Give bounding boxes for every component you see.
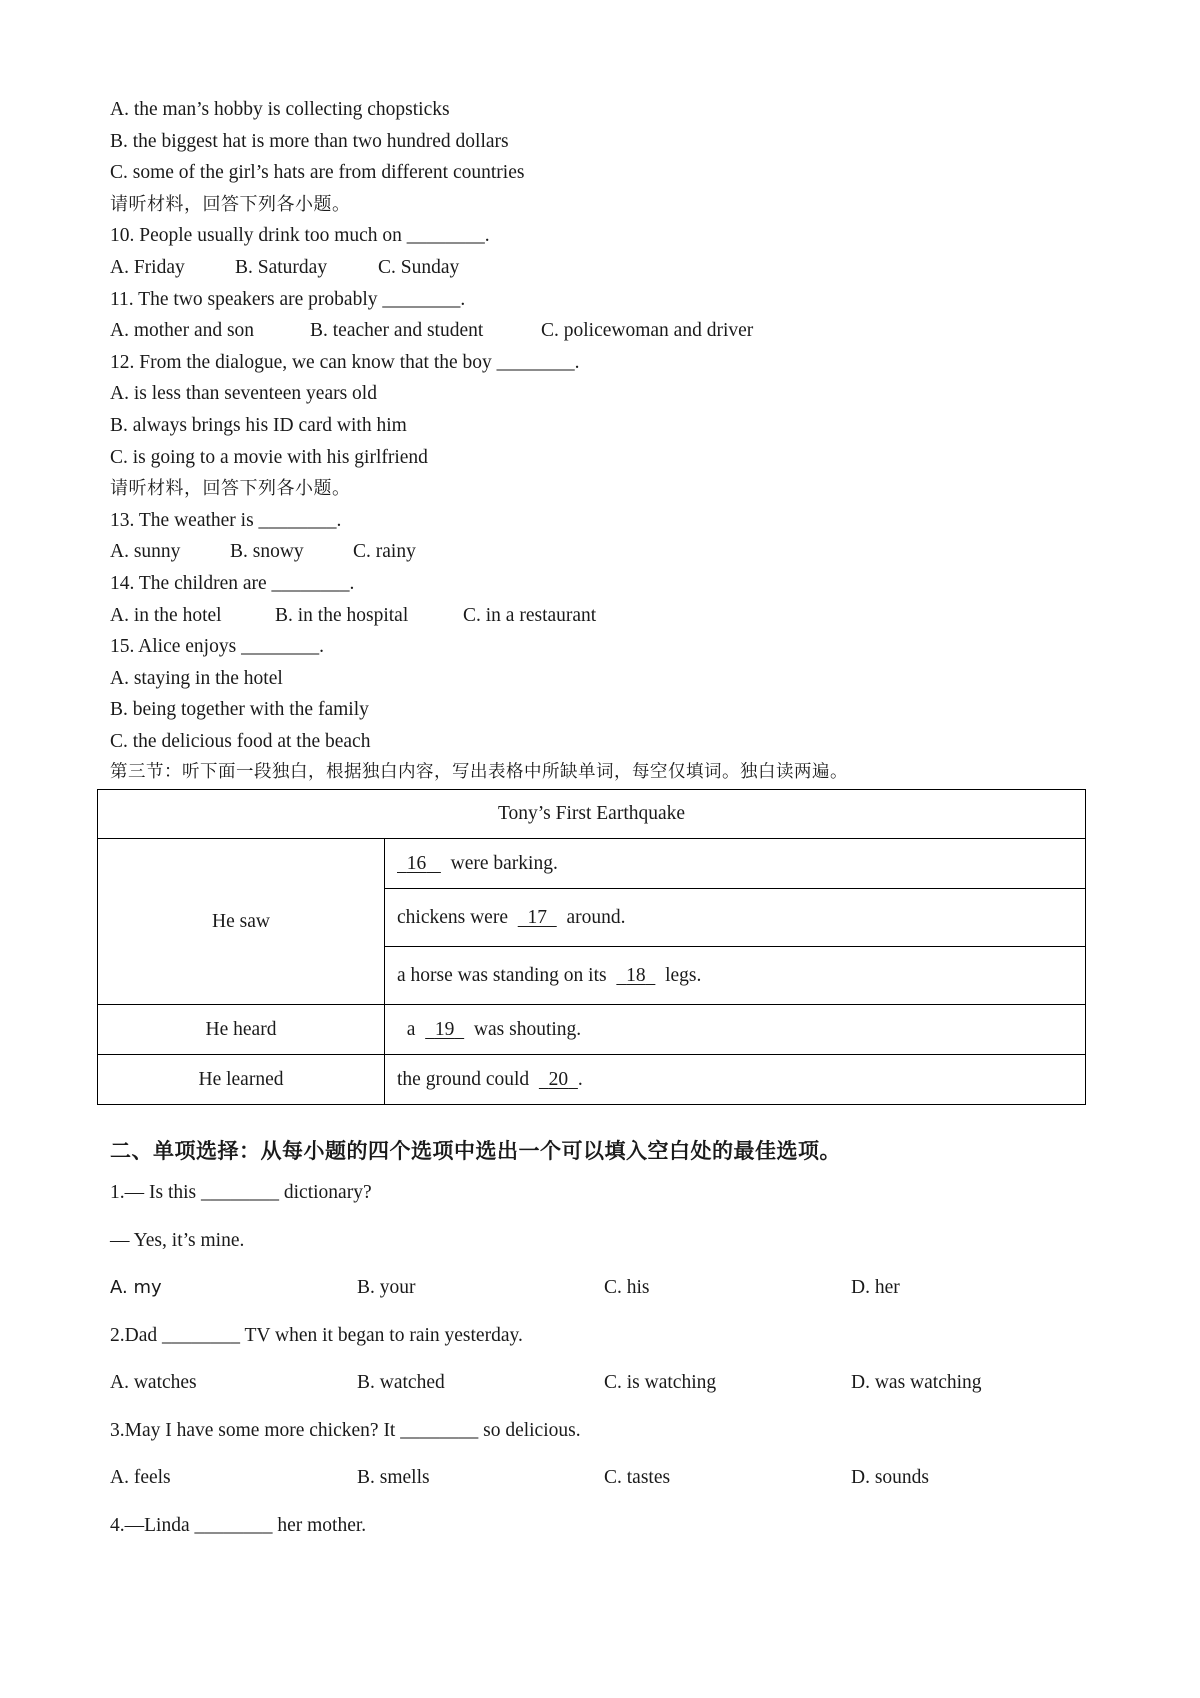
mc-q1-option-a: A. my (110, 1277, 162, 1299)
q15-option-c: C. the delicious food at the beach (110, 730, 371, 752)
mc-q3-options (110, 1454, 1100, 1502)
cell-text: chickens were (397, 906, 508, 928)
table-cell-18 (385, 947, 1086, 1005)
q14-option-a: A. in the hotel (110, 604, 222, 626)
mc-q3-option-b: B. smells (357, 1467, 430, 1489)
cell-text: the ground could (397, 1068, 530, 1090)
q14-option-c: C. in a restaurant (463, 604, 597, 626)
q15-option-b: B. being together with the family (110, 699, 369, 721)
table-cell-19 (385, 1005, 1086, 1055)
cell-text: a (406, 1018, 416, 1040)
row-label-saw: He saw (98, 839, 385, 1005)
mc-q3-option-c: C. tastes (604, 1467, 671, 1489)
mc-q2-option-b: B. watched (357, 1372, 445, 1394)
cell-text: legs. (665, 964, 702, 986)
mc-question-2: 2.Dad ________ TV when it began to rain yesterday. (110, 1324, 523, 1346)
mc-q1-options (110, 1264, 1100, 1312)
q15-option-a: A. staying in the hotel (110, 667, 283, 689)
row-label-learned: He learned (98, 1055, 385, 1105)
mc-q3-option-a: A. feels (110, 1467, 171, 1489)
q11-option-a: A. mother and son (110, 320, 255, 342)
mc-q1-option-c: C. his (604, 1277, 650, 1299)
listening-instruction: 请听材料，回答下列各小题。 (110, 193, 351, 215)
q11-option-c: C. policewoman and driver (541, 320, 754, 342)
section-heading: 二、单项选择：从每小题的四个选项中选出一个可以填入空白处的最佳选项。 (110, 1139, 841, 1164)
answer-blank-19[interactable]: 19 (434, 1018, 455, 1040)
answer-blank-18[interactable]: 18 (626, 964, 646, 986)
listening-instruction: 请听材料，回答下列各小题。 (110, 478, 351, 500)
earthquake-table (97, 789, 1086, 1105)
mc-q2-option-d: D. was watching (851, 1372, 982, 1394)
question-13: 13. The weather is ________. (110, 509, 342, 531)
q12-option-c: C. is going to a movie with his girlfriend (110, 446, 428, 468)
mc-question-1: 1.— Is this ________ dictionary? (110, 1182, 372, 1204)
q11-options (110, 315, 1100, 347)
q13-option-c: C. rainy (353, 541, 416, 563)
q10-options (110, 252, 1100, 284)
answer-blank-17[interactable]: 17 (527, 906, 547, 928)
cell-text: were barking. (450, 852, 558, 874)
answer-blank-20[interactable]: 20 (548, 1068, 569, 1090)
row-label-heard: He heard (98, 1005, 385, 1055)
cell-text: . (577, 1068, 583, 1090)
q14-option-b: B. in the hospital (275, 604, 409, 626)
mc-question-1-reply: — Yes, it’s mine. (110, 1229, 245, 1251)
question-12: 12. From the dialogue, we can know that the boy ________. (110, 351, 580, 373)
q10-option-a: A. Friday (110, 256, 185, 278)
q10-option-b: B. Saturday (235, 256, 328, 278)
table-cell-16 (385, 839, 1086, 889)
q9-option-a: A. the man’s hobby is collecting chopsticks (110, 99, 450, 120)
cell-text: a horse was standing on its (397, 964, 607, 986)
q10-option-c: C. Sunday (378, 256, 460, 278)
mc-q2-option-c: C. is watching (604, 1372, 717, 1394)
table-title: Tony’s First Earthquake (98, 790, 1086, 839)
q12-option-a: A. is less than seventeen years old (110, 383, 377, 405)
q13-options (110, 536, 1100, 568)
question-15: 15. Alice enjoys ________. (110, 636, 324, 658)
mc-question-4: 4.—Linda ________ her mother. (110, 1514, 367, 1536)
q13-option-b: B. snowy (230, 541, 304, 563)
q11-option-b: B. teacher and student (310, 320, 484, 342)
q9-option-b: B. the biggest hat is more than two hundred dollars (110, 130, 509, 152)
table-cell-17 (385, 889, 1086, 947)
mc-q2-options (110, 1359, 1100, 1407)
cell-text: around. (566, 906, 626, 928)
mc-q1-option-b: B. your (357, 1277, 416, 1299)
mc-q3-option-d: D. sounds (851, 1467, 930, 1489)
mc-q1-option-d: D. her (851, 1277, 900, 1299)
mc-question-3: 3.May I have some more chicken? It ________ so delicious. (110, 1419, 581, 1441)
table-cell-20 (385, 1055, 1086, 1105)
question-11: 11. The two speakers are probably ________. (110, 288, 466, 310)
q9-option-c: C. some of the girl’s hats are from different countries (110, 162, 525, 184)
question-10: 10. People usually drink too much on ________. (110, 225, 490, 247)
q13-option-a: A. sunny (110, 541, 181, 563)
section3-instruction: 第三节：听下面一段独白，根据独白内容，写出表格中所缺单词，每空仅填词。独白读两遍。 (110, 762, 848, 783)
q12-option-b: B. always brings his ID card with him (110, 414, 407, 436)
answer-blank-16[interactable]: 16 (406, 852, 427, 874)
mc-q2-option-a: A. watches (110, 1372, 197, 1394)
q14-options (110, 600, 1100, 632)
cell-text: was shouting. (473, 1018, 582, 1040)
question-14: 14. The children are ________. (110, 572, 355, 594)
exam-page (110, 94, 1100, 1549)
